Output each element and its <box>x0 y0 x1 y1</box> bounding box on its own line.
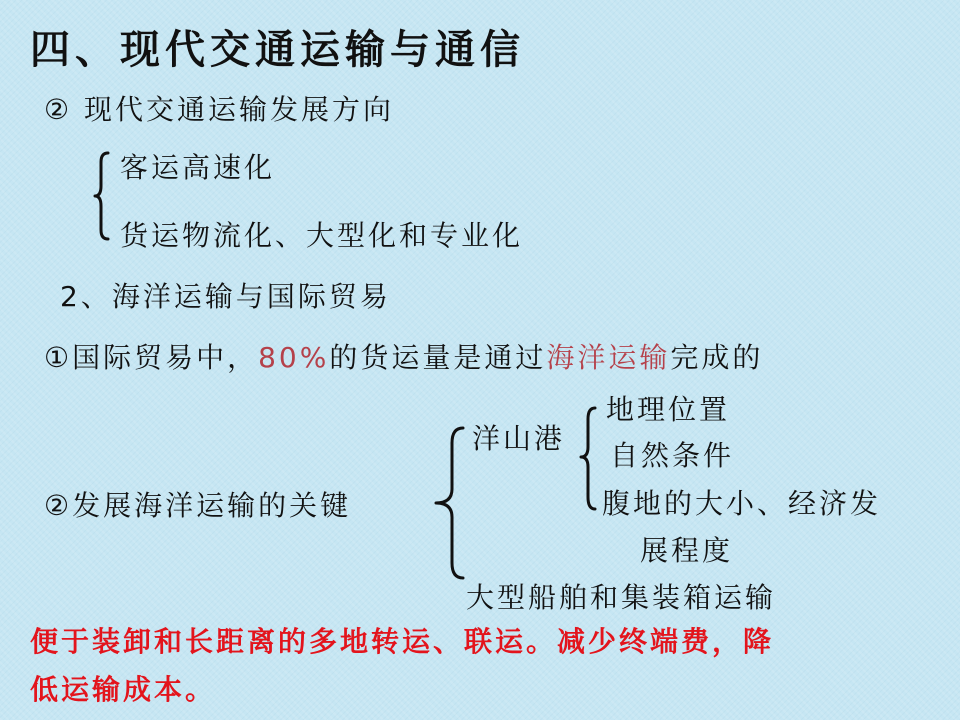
section2-heading: 2、海洋运输与国际贸易 <box>60 280 391 313</box>
slide-title: 四、现代交通运输与通信 <box>30 27 525 73</box>
trade-percent: 80% <box>258 341 330 374</box>
ship-label: 大型船舶和集装箱运输 <box>466 581 777 614</box>
port-factor-nature: 自然条件 <box>610 439 735 472</box>
trade-highlight: 海洋运输 <box>546 341 671 374</box>
port-factor-hinterland-cont: 展程度 <box>640 534 734 567</box>
port-factor-location: 地理位置 <box>606 393 731 426</box>
trade-prefix: ①国际贸易中， <box>44 341 259 374</box>
port-factor-hinterland: 腹地的大小、经济发 <box>602 487 882 520</box>
conclusion-line2: 低运输成本。 <box>30 673 217 706</box>
conclusion-line1: 便于装卸和长距离的多地转运、联运。减少终端费，降 <box>30 625 775 658</box>
brace-key <box>430 425 466 585</box>
trade-suffix: 完成的 <box>670 341 764 374</box>
brace-direction <box>93 150 113 242</box>
trade-middle: 的货运量是通过 <box>329 341 547 374</box>
section1-heading: ② 现代交通运输发展方向 <box>44 93 395 126</box>
port-label: 洋山港 <box>472 422 566 455</box>
brace-port <box>578 405 600 515</box>
trade-point <box>44 341 764 374</box>
key-point-label: ②发展海洋运输的关键 <box>44 489 352 522</box>
direction-item-freight: 货运物流化、大型化和专业化 <box>120 219 524 252</box>
direction-item-passenger: 客运高速化 <box>120 151 276 184</box>
